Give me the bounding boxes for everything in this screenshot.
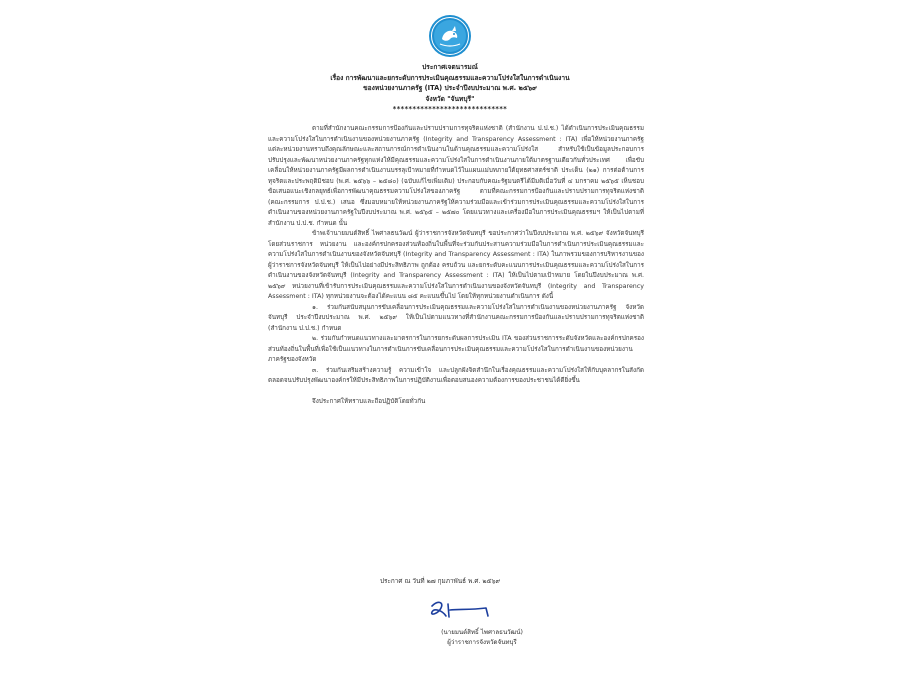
paragraph-item-2: ๒. ร่วมกันกำหนดแนวทางและมาตรการในการยกระดับผลการประเมิน ITA ของส่วนราชการระดับจังหวัดและองค์กรปกครองส่วนท้องถิ่นในพื้นที่เพื่อใช้เป็นแนวทางในการดำเนินการขับเคลื่อนการประเมินคุณธรรมและความโปร่งใสในการดำเนินงานของหน่วยงานภาครัฐของจังหวัด	[268, 335, 644, 363]
announcement-subject-line-1: เรื่อง การพัฒนาและยกระดับการประเมินคุณธรรมและความโปร่งใสในการดำเนินงาน	[330, 73, 570, 82]
province-name: จังหวัด "จันทบุรี"	[425, 94, 475, 103]
announcement-subject-line-2: ของหน่วยงานภาครัฐ (ITA) ประจำปีงบประมาณ พ.ศ. ๒๕๖๙	[363, 84, 537, 92]
signer-title: ผู้ว่าราชการจังหวัดจันทบุรี	[447, 639, 517, 646]
paragraph-background: ตามที่สำนักงานคณะกรรมการป้องกันและปราบปรามการทุจริตแห่งชาติ (สำนักงาน ป.ป.ช.) ได้ดำเนินการประเมินคุณธรรมและความโปร่งใสในการดำเนินงานของหน่วยงานภาครัฐ (Integrity and Transparency Assessment : ITA) เพื่อให้หน่วยงานภาครัฐแต่ละหน่วยงานทราบถึงคุณลักษณะและสถานการณ์การดำเนินงานในด้านคุณธรรมและความโปร่งใส สำหรับใช้เป็นข้อมูลประกอบการปรับปรุงและพัฒนาหน่วยงานภาครัฐทุกแห่งให้มีคุณธรรมและความโปร่งใสในการดำเนินงานภายใต้มาตรฐานเดียวกันทั่วประเทศ เพื่อขับเคลื่อนให้หน่วยงานภาครัฐมีผลการดำเนินงานบรรลุเป้าหมายที่กำหนดไว้ในแผนแม่บทภายใต้ยุทธศาสตร์ชาติ ประเด็น (๒๑) การต่อต้านการทุจริตและประพฤติมิชอบ (พ.ศ. ๒๕๖๖ – ๒๕๘๐) (ฉบับแก้ไขเพิ่มเติม) ประกอบกับคณะรัฐมนตรีได้มีมติเมื่อวันที่ ๔ มกราคม ๒๕๖๕ เห็นชอบข้อเสนอแนะเชิงกลยุทธ์เพื่อการพัฒนาคุณธรรมความโปร่งใสของภาครัฐ ตามที่คณะกรรมการป้องกันและปราบปรามการทุจริตแห่งชาติ (คณะกรรมการ ป.ป.ช.) เสนอ ซึ่งมอบหมายให้หน่วยงานภาครัฐให้ความร่วมมือและเข้าร่วมการประเมินคุณธรรมและความโปร่งใสในการดำเนินงานของหน่วยงานภาครัฐในปีงบประมาณ พ.ศ. ๒๕๖๕ – ๒๕๗๐ โดยแนวทางและเครื่องมือในการประเมินคุณธรรมฯ ให้เป็นไปตามที่สำนักงาน ป.ป.ช. กำหนด นั้น	[268, 125, 644, 227]
announcement-date: ประกาศ ณ วันที่ ๒๗ กุมภาพันธ์ พ.ศ. ๒๕๖๙	[380, 577, 501, 585]
paragraph-item-1: ๑. ร่วมกันสนับสนุนการขับเคลื่อนการประเมินคุณธรรมและความโปร่งใสในการดำเนินงานของหน่วยงานภาครัฐ จังหวัดจันทบุรี ประจำปีงบประมาณ พ.ศ. ๒๕๖๙ ให้เป็นไปตามแนวทางที่สำนักงานคณะกรรมการป้องกันและปราบปรามการทุจริตแห่งชาติ (สำนักงาน ป.ป.ช.) กำหนด	[268, 303, 644, 332]
announcement-body	[268, 124, 644, 413]
provincial-seal-icon	[428, 14, 472, 58]
paragraph-declaration: ข้าพเจ้านายมนต์สิทธิ์ ไพศาลธนวัฒน์ ผู้ว่าราชการจังหวัดจันทบุรี ขอประกาศว่าในปีงบประมาณ พ.ศ. ๒๕๖๙ จังหวัดจันทบุรี โดยส่วนราชการ หน่วยงาน และองค์กรปกครองส่วนท้องถิ่นในพื้นที่จะร่วมกันประสานความร่วมมือในการดำเนินการประเมินคุณธรรมและความโปร่งใสในการดำเนินงานของจังหวัดจันทบุรี (Integrity and Transparency Assessment : ITA) ในภาพรวมของการบริหารงานของผู้ว่าราชการจังหวัดจันทบุรี ให้เป็นไปอย่างมีประสิทธิภาพ ถูกต้อง ครบถ้วน และยกระดับคะแนนการประเมินคุณธรรมและความโปร่งใสในการดำเนินงานของจังหวัดจันทบุรี (Integrity and Transparency Assessment : ITA) ให้เป็นไปตามเป้าหมาย โดยในปีงบประมาณ พ.ศ. ๒๕๖๙ หน่วยงานที่เข้ารับการประเมินคุณธรรมและความโปร่งใสในการดำเนินงานของจังหวัดจันทบุรี (Integrity and Transparency Assessment : ITA) ทุกหน่วยงานจะต้องได้คะแนน ๘๕ คะแนนขึ้นไป โดยให้ทุกหน่วยงานดำเนินการ ดังนี้	[268, 230, 644, 300]
signer-block	[412, 628, 552, 648]
paragraph-item-3: ๓. ร่วมกันเสริมสร้างความรู้ ความเข้าใจ และปลูกฝังจิตสำนึกในเรื่องคุณธรรมและความโปร่งใสให้กับบุคลากรในสังกัด ตลอดจนปรับปรุงพัฒนาองค์กรให้มีประสิทธิภาพในการปฏิบัติงานเพื่อตอบสนองความต้องการของประชาชนได้ดียิ่งขึ้น	[268, 366, 644, 384]
announcement-title: ประกาศเจตนารมณ์	[422, 63, 478, 71]
closing-statement: จึงประกาศให้ทราบและถือปฏิบัติโดยทั่วกัน	[312, 397, 426, 405]
handwritten-signature	[424, 598, 504, 624]
star-divider: *****************************	[392, 105, 508, 113]
signer-name: (นายมนต์สิทธิ์ ไพศาลธนวัฒน์)	[441, 629, 523, 636]
announcement-heading	[250, 62, 650, 115]
